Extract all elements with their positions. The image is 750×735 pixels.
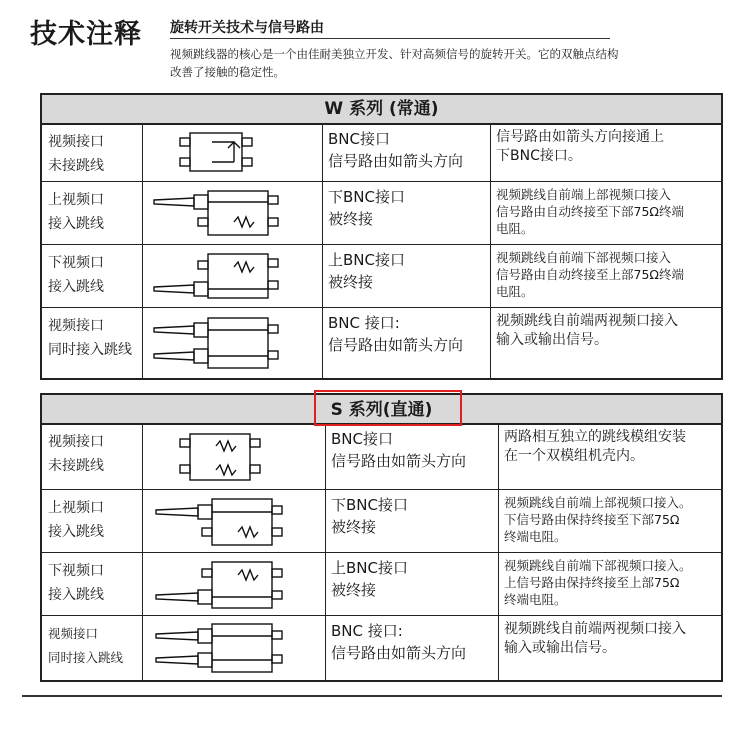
- note-text: 视频跳线自前端两视频口接入 输入或输出信号。: [504, 621, 686, 656]
- connector-cell: [322, 308, 491, 379]
- connector-cell: [322, 182, 491, 245]
- row-label-cell: [42, 490, 143, 553]
- s-series-table: [40, 393, 723, 682]
- diagram-cell: [142, 124, 323, 182]
- row-label: 视频接口 未接跳线: [48, 434, 104, 474]
- connector-cell: [322, 245, 491, 308]
- row-label-cell: [42, 616, 143, 681]
- connector-text: BNC 接口: 信号路由如箭头方向: [331, 622, 467, 662]
- w-series-table: [40, 93, 723, 380]
- row-label-cell: [42, 124, 143, 182]
- row-label-cell: [42, 182, 143, 245]
- note-text: 信号路由如箭头方向接通上 下BNC接口。: [496, 129, 664, 164]
- title-divider: [170, 38, 610, 39]
- page-title: 技术注释: [30, 19, 142, 50]
- row-label: 上视频口 接入跳线: [48, 500, 104, 540]
- diagram-cell: [142, 616, 326, 681]
- note-cell: [490, 124, 721, 182]
- table-row: [42, 489, 721, 553]
- jack-diagram-w-upper-plug: [142, 182, 322, 245]
- row-label-cell: [42, 245, 143, 308]
- row-label: 视频接口 同时接入跳线: [48, 626, 124, 665]
- jack-diagram-w-both-plugs: [142, 308, 322, 379]
- connector-text: BNC接口 信号路由如箭头方向: [328, 130, 464, 170]
- connector-cell: [325, 490, 499, 553]
- note-cell: [498, 424, 721, 490]
- table-row: [42, 423, 721, 490]
- jack-diagram-w-lower-plug: [142, 245, 322, 308]
- diagram-cell: [142, 245, 323, 308]
- row-label-cell: [42, 424, 143, 490]
- table-row: [42, 123, 721, 182]
- s-series-heading: S 系列(直通): [42, 395, 721, 425]
- s-series-highlight-box: [314, 390, 462, 426]
- table-row: [42, 552, 721, 616]
- note-text: 视频跳线自前端下部视频口接入 信号路由自动终接至上部75Ω终端 电阻。: [496, 250, 684, 299]
- diagram-cell: [142, 490, 326, 553]
- note-text: 视频跳线自前端两视频口接入 输入或输出信号。: [496, 313, 678, 348]
- note-cell: [490, 182, 721, 245]
- connector-text: 下BNC接口 被终接: [331, 496, 408, 536]
- diagram-cell: [142, 308, 323, 379]
- table-row: [42, 615, 721, 681]
- bottom-divider: [22, 695, 722, 697]
- diagram-cell: [142, 182, 323, 245]
- connector-text: 下BNC接口 被终接: [328, 188, 405, 228]
- connector-cell: [322, 124, 491, 182]
- table-row: [42, 244, 721, 308]
- row-label: 视频接口 同时接入跳线: [48, 318, 132, 358]
- note-cell: [498, 553, 721, 616]
- connector-text: BNC 接口: 信号路由如箭头方向: [328, 314, 464, 354]
- row-label: 上视频口 接入跳线: [48, 192, 104, 232]
- page-description: 视频跳线器的核心是一个由佳耐美独立开发、针对高频信号的旋转开关。它的双触点结构改善了接触的稳定性。: [170, 47, 619, 79]
- diagram-cell: [142, 553, 326, 616]
- row-label-cell: [42, 308, 143, 379]
- table-row: [42, 181, 721, 245]
- note-text: 视频跳线自前端下部视频口接入。 上信号路由保持终接至上部75Ω 终端电阻。: [504, 558, 692, 607]
- row-label: 下视频口 接入跳线: [48, 563, 104, 603]
- jack-diagram-s-lower-plug: [142, 553, 325, 616]
- row-label: 视频接口 未接跳线: [48, 134, 104, 174]
- jack-diagram-s-no-plug: [142, 424, 325, 490]
- note-cell: [498, 490, 721, 553]
- connector-text: BNC接口 信号路由如箭头方向: [331, 430, 467, 470]
- connector-text: 上BNC接口 被终接: [328, 251, 405, 291]
- note-cell: [490, 245, 721, 308]
- row-label: 下视频口 接入跳线: [48, 255, 104, 295]
- note-text: 视频跳线自前端上部视频口接入 信号路由自动终接至下部75Ω终端 电阻。: [496, 187, 684, 236]
- note-text: 视频跳线自前端上部视频口接入。 下信号路由保持终接至下部75Ω 终端电阻。: [504, 495, 692, 544]
- connector-cell: [325, 424, 499, 490]
- connector-cell: [325, 553, 499, 616]
- w-series-heading: W 系列 (常通): [42, 95, 721, 125]
- row-label-cell: [42, 553, 143, 616]
- table-row: [42, 307, 721, 379]
- note-cell: [490, 308, 721, 379]
- jack-diagram-s-upper-plug: [142, 490, 325, 553]
- connector-text: 上BNC接口 被终接: [331, 559, 408, 599]
- page-subtitle: 旋转开关技术与信号路由: [170, 20, 324, 36]
- note-text: 两路相互独立的跳线模组安装 在一个双模组机壳内。: [504, 429, 686, 464]
- jack-diagram-s-both-plugs: [142, 616, 325, 681]
- connector-cell: [325, 616, 499, 681]
- note-cell: [498, 616, 721, 681]
- diagram-cell: [142, 424, 326, 490]
- jack-diagram-w-no-plug: [142, 124, 322, 182]
